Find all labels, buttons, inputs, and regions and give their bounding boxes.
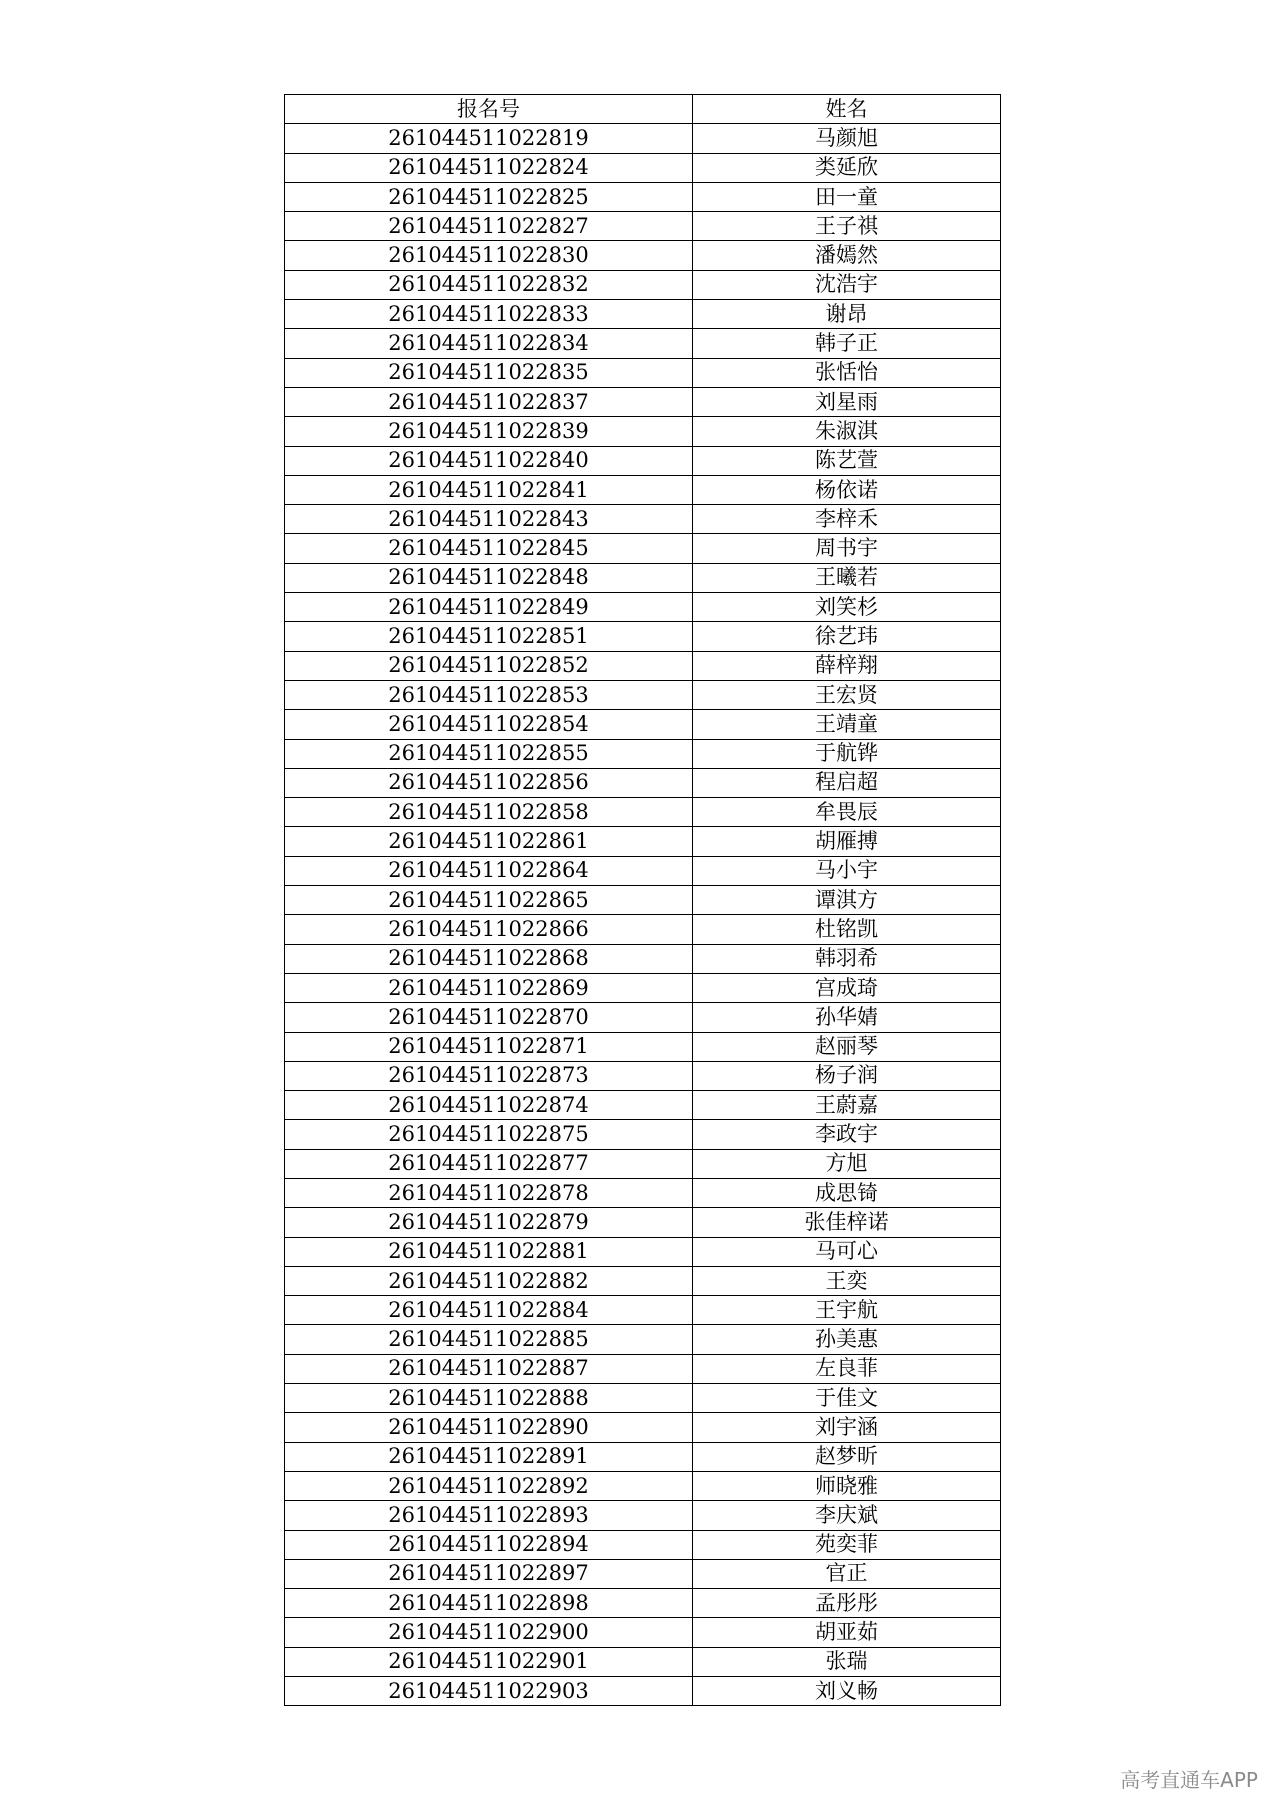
student-name-cell: 王蔚嘉 — [693, 1091, 1001, 1120]
table-row — [285, 446, 1001, 475]
student-name-cell: 刘宇涵 — [693, 1413, 1001, 1442]
registration-number-cell: 261044511022877 — [285, 1149, 693, 1178]
student-name-cell: 李梓禾 — [693, 505, 1001, 534]
registration-number-cell: 261044511022891 — [285, 1442, 693, 1471]
student-name-cell: 沈浩宇 — [693, 270, 1001, 299]
table-row — [285, 1091, 1001, 1120]
registration-number-cell: 261044511022894 — [285, 1530, 693, 1559]
table-row — [285, 387, 1001, 416]
student-name-cell: 宫成琦 — [693, 973, 1001, 1002]
registration-number-cell: 261044511022848 — [285, 563, 693, 592]
registration-number-cell: 261044511022833 — [285, 300, 693, 329]
student-name-cell: 程启超 — [693, 768, 1001, 797]
registration-number-cell: 261044511022903 — [285, 1677, 693, 1706]
table-row — [285, 505, 1001, 534]
table-row — [285, 1618, 1001, 1647]
student-name-cell: 胡亚茹 — [693, 1618, 1001, 1647]
student-name-cell: 于佳文 — [693, 1384, 1001, 1413]
table-row — [285, 1032, 1001, 1061]
registration-number-cell: 261044511022870 — [285, 1003, 693, 1032]
student-name-cell: 陈艺萱 — [693, 446, 1001, 475]
table-row — [285, 710, 1001, 739]
student-name-cell: 师晓雅 — [693, 1471, 1001, 1500]
table-row — [285, 1442, 1001, 1471]
registration-number-cell: 261044511022882 — [285, 1266, 693, 1295]
table-row — [285, 1266, 1001, 1295]
registration-number-cell: 261044511022869 — [285, 973, 693, 1002]
student-name-cell: 王子祺 — [693, 212, 1001, 241]
header-registration-number: 报名号 — [285, 95, 693, 124]
table-row — [285, 534, 1001, 563]
table-row — [285, 1589, 1001, 1618]
table-row — [285, 1237, 1001, 1266]
registration-number-cell: 261044511022843 — [285, 505, 693, 534]
registration-number-cell: 261044511022865 — [285, 886, 693, 915]
student-name-cell: 韩子正 — [693, 329, 1001, 358]
table-row — [285, 1149, 1001, 1178]
table-row — [285, 680, 1001, 709]
student-name-cell: 王靖童 — [693, 710, 1001, 739]
registration-number-cell: 261044511022845 — [285, 534, 693, 563]
student-name-cell: 谭淇方 — [693, 886, 1001, 915]
registration-number-cell: 261044511022840 — [285, 446, 693, 475]
student-name-cell: 左良菲 — [693, 1354, 1001, 1383]
registration-number-cell: 261044511022839 — [285, 417, 693, 446]
registration-number-cell: 261044511022852 — [285, 651, 693, 680]
table-row — [285, 475, 1001, 504]
registration-number-cell: 261044511022873 — [285, 1061, 693, 1090]
table-row — [285, 944, 1001, 973]
student-name-cell: 于航铧 — [693, 739, 1001, 768]
registration-table — [284, 94, 1001, 1706]
student-name-cell: 潘嫣然 — [693, 241, 1001, 270]
table-row — [285, 1208, 1001, 1237]
student-name-cell: 徐艺玮 — [693, 622, 1001, 651]
table-row — [285, 651, 1001, 680]
registration-number-cell: 261044511022885 — [285, 1325, 693, 1354]
registration-number-cell: 261044511022853 — [285, 680, 693, 709]
registration-number-cell: 261044511022879 — [285, 1208, 693, 1237]
registration-number-cell: 261044511022890 — [285, 1413, 693, 1442]
table-row — [285, 270, 1001, 299]
table-row — [285, 124, 1001, 153]
student-name-cell: 赵梦昕 — [693, 1442, 1001, 1471]
registration-number-cell: 261044511022837 — [285, 387, 693, 416]
student-name-cell: 苑奕菲 — [693, 1530, 1001, 1559]
table-row — [285, 1120, 1001, 1149]
registration-number-cell: 261044511022830 — [285, 241, 693, 270]
student-name-cell: 李庆斌 — [693, 1501, 1001, 1530]
student-name-cell: 田一童 — [693, 182, 1001, 211]
registration-number-cell: 261044511022832 — [285, 270, 693, 299]
student-name-cell: 朱淑淇 — [693, 417, 1001, 446]
registration-number-cell: 261044511022901 — [285, 1647, 693, 1676]
registration-number-cell: 261044511022897 — [285, 1559, 693, 1588]
registration-number-cell: 261044511022824 — [285, 153, 693, 182]
student-name-cell: 张恬怡 — [693, 358, 1001, 387]
student-name-cell: 王宇航 — [693, 1296, 1001, 1325]
header-name: 姓名 — [693, 95, 1001, 124]
student-name-cell: 谢昂 — [693, 300, 1001, 329]
student-name-cell: 王奕 — [693, 1266, 1001, 1295]
registration-number-cell: 261044511022834 — [285, 329, 693, 358]
registration-number-cell: 261044511022868 — [285, 944, 693, 973]
table-row — [285, 212, 1001, 241]
table-row — [285, 1384, 1001, 1413]
student-name-cell: 张瑞 — [693, 1647, 1001, 1676]
registration-number-cell: 261044511022835 — [285, 358, 693, 387]
student-name-cell: 方旭 — [693, 1149, 1001, 1178]
student-name-cell: 薛梓翔 — [693, 651, 1001, 680]
student-name-cell: 赵丽琴 — [693, 1032, 1001, 1061]
registration-number-cell: 261044511022854 — [285, 710, 693, 739]
student-name-cell: 孟彤彤 — [693, 1589, 1001, 1618]
table-row — [285, 915, 1001, 944]
student-name-cell: 类延欣 — [693, 153, 1001, 182]
table-row — [285, 1501, 1001, 1530]
student-name-cell: 马小宇 — [693, 856, 1001, 885]
student-name-cell: 王曦若 — [693, 563, 1001, 592]
registration-number-cell: 261044511022884 — [285, 1296, 693, 1325]
student-name-cell: 孙华婧 — [693, 1003, 1001, 1032]
registration-number-cell: 261044511022898 — [285, 1589, 693, 1618]
registration-number-cell: 261044511022819 — [285, 124, 693, 153]
table-row — [285, 1647, 1001, 1676]
table-row — [285, 1354, 1001, 1383]
registration-number-cell: 261044511022881 — [285, 1237, 693, 1266]
registration-number-cell: 261044511022866 — [285, 915, 693, 944]
table-row — [285, 768, 1001, 797]
table-row — [285, 1178, 1001, 1207]
table-row — [285, 1471, 1001, 1500]
table-row — [285, 1530, 1001, 1559]
table-row — [285, 1003, 1001, 1032]
table-row — [285, 886, 1001, 915]
table-row — [285, 1559, 1001, 1588]
student-name-cell: 成思锜 — [693, 1178, 1001, 1207]
table-row — [285, 856, 1001, 885]
watermark-text: 高考直通车APP — [1120, 1768, 1258, 1792]
registration-number-cell: 261044511022871 — [285, 1032, 693, 1061]
table-row — [285, 1413, 1001, 1442]
registration-number-cell: 261044511022892 — [285, 1471, 693, 1500]
student-name-cell: 牟畏辰 — [693, 798, 1001, 827]
registration-number-cell: 261044511022878 — [285, 1178, 693, 1207]
table-row — [285, 622, 1001, 651]
registration-number-cell: 261044511022856 — [285, 768, 693, 797]
registration-number-cell: 261044511022858 — [285, 798, 693, 827]
table-row — [285, 241, 1001, 270]
table-row — [285, 329, 1001, 358]
table-row — [285, 593, 1001, 622]
student-name-cell: 杨子润 — [693, 1061, 1001, 1090]
registration-number-cell: 261044511022861 — [285, 827, 693, 856]
registration-number-cell: 261044511022875 — [285, 1120, 693, 1149]
student-name-cell: 韩羽希 — [693, 944, 1001, 973]
student-name-cell: 马可心 — [693, 1237, 1001, 1266]
table-row — [285, 739, 1001, 768]
table-row — [285, 563, 1001, 592]
student-name-cell: 孙美惠 — [693, 1325, 1001, 1354]
student-name-cell: 王宏贤 — [693, 680, 1001, 709]
table-row — [285, 1061, 1001, 1090]
student-name-cell: 胡雁搏 — [693, 827, 1001, 856]
table-row — [285, 417, 1001, 446]
student-name-cell: 李政宇 — [693, 1120, 1001, 1149]
student-name-cell: 官正 — [693, 1559, 1001, 1588]
registration-number-cell: 261044511022827 — [285, 212, 693, 241]
table-row — [285, 1325, 1001, 1354]
registration-number-cell: 261044511022864 — [285, 856, 693, 885]
table-row — [285, 973, 1001, 1002]
table-row — [285, 798, 1001, 827]
registration-number-cell: 261044511022841 — [285, 475, 693, 504]
student-name-cell: 周书宇 — [693, 534, 1001, 563]
student-name-cell: 杨依诺 — [693, 475, 1001, 504]
student-name-cell: 马颜旭 — [693, 124, 1001, 153]
registration-number-cell: 261044511022874 — [285, 1091, 693, 1120]
table-row — [285, 358, 1001, 387]
table-header-row — [285, 95, 1001, 124]
table-row — [285, 1677, 1001, 1706]
table-row — [285, 182, 1001, 211]
table-row — [285, 1296, 1001, 1325]
student-name-cell: 张佳梓诺 — [693, 1208, 1001, 1237]
registration-number-cell: 261044511022888 — [285, 1384, 693, 1413]
student-name-cell: 刘笑杉 — [693, 593, 1001, 622]
table-row — [285, 827, 1001, 856]
registration-number-cell: 261044511022849 — [285, 593, 693, 622]
table-body — [285, 124, 1001, 1706]
registration-number-cell: 261044511022851 — [285, 622, 693, 651]
registration-number-cell: 261044511022887 — [285, 1354, 693, 1383]
student-name-cell: 杜铭凯 — [693, 915, 1001, 944]
registration-number-cell: 261044511022825 — [285, 182, 693, 211]
student-name-cell: 刘星雨 — [693, 387, 1001, 416]
registration-number-cell: 261044511022893 — [285, 1501, 693, 1530]
student-name-cell: 刘义畅 — [693, 1677, 1001, 1706]
registration-number-cell: 261044511022900 — [285, 1618, 693, 1647]
table-row — [285, 300, 1001, 329]
table-row — [285, 153, 1001, 182]
registration-number-cell: 261044511022855 — [285, 739, 693, 768]
